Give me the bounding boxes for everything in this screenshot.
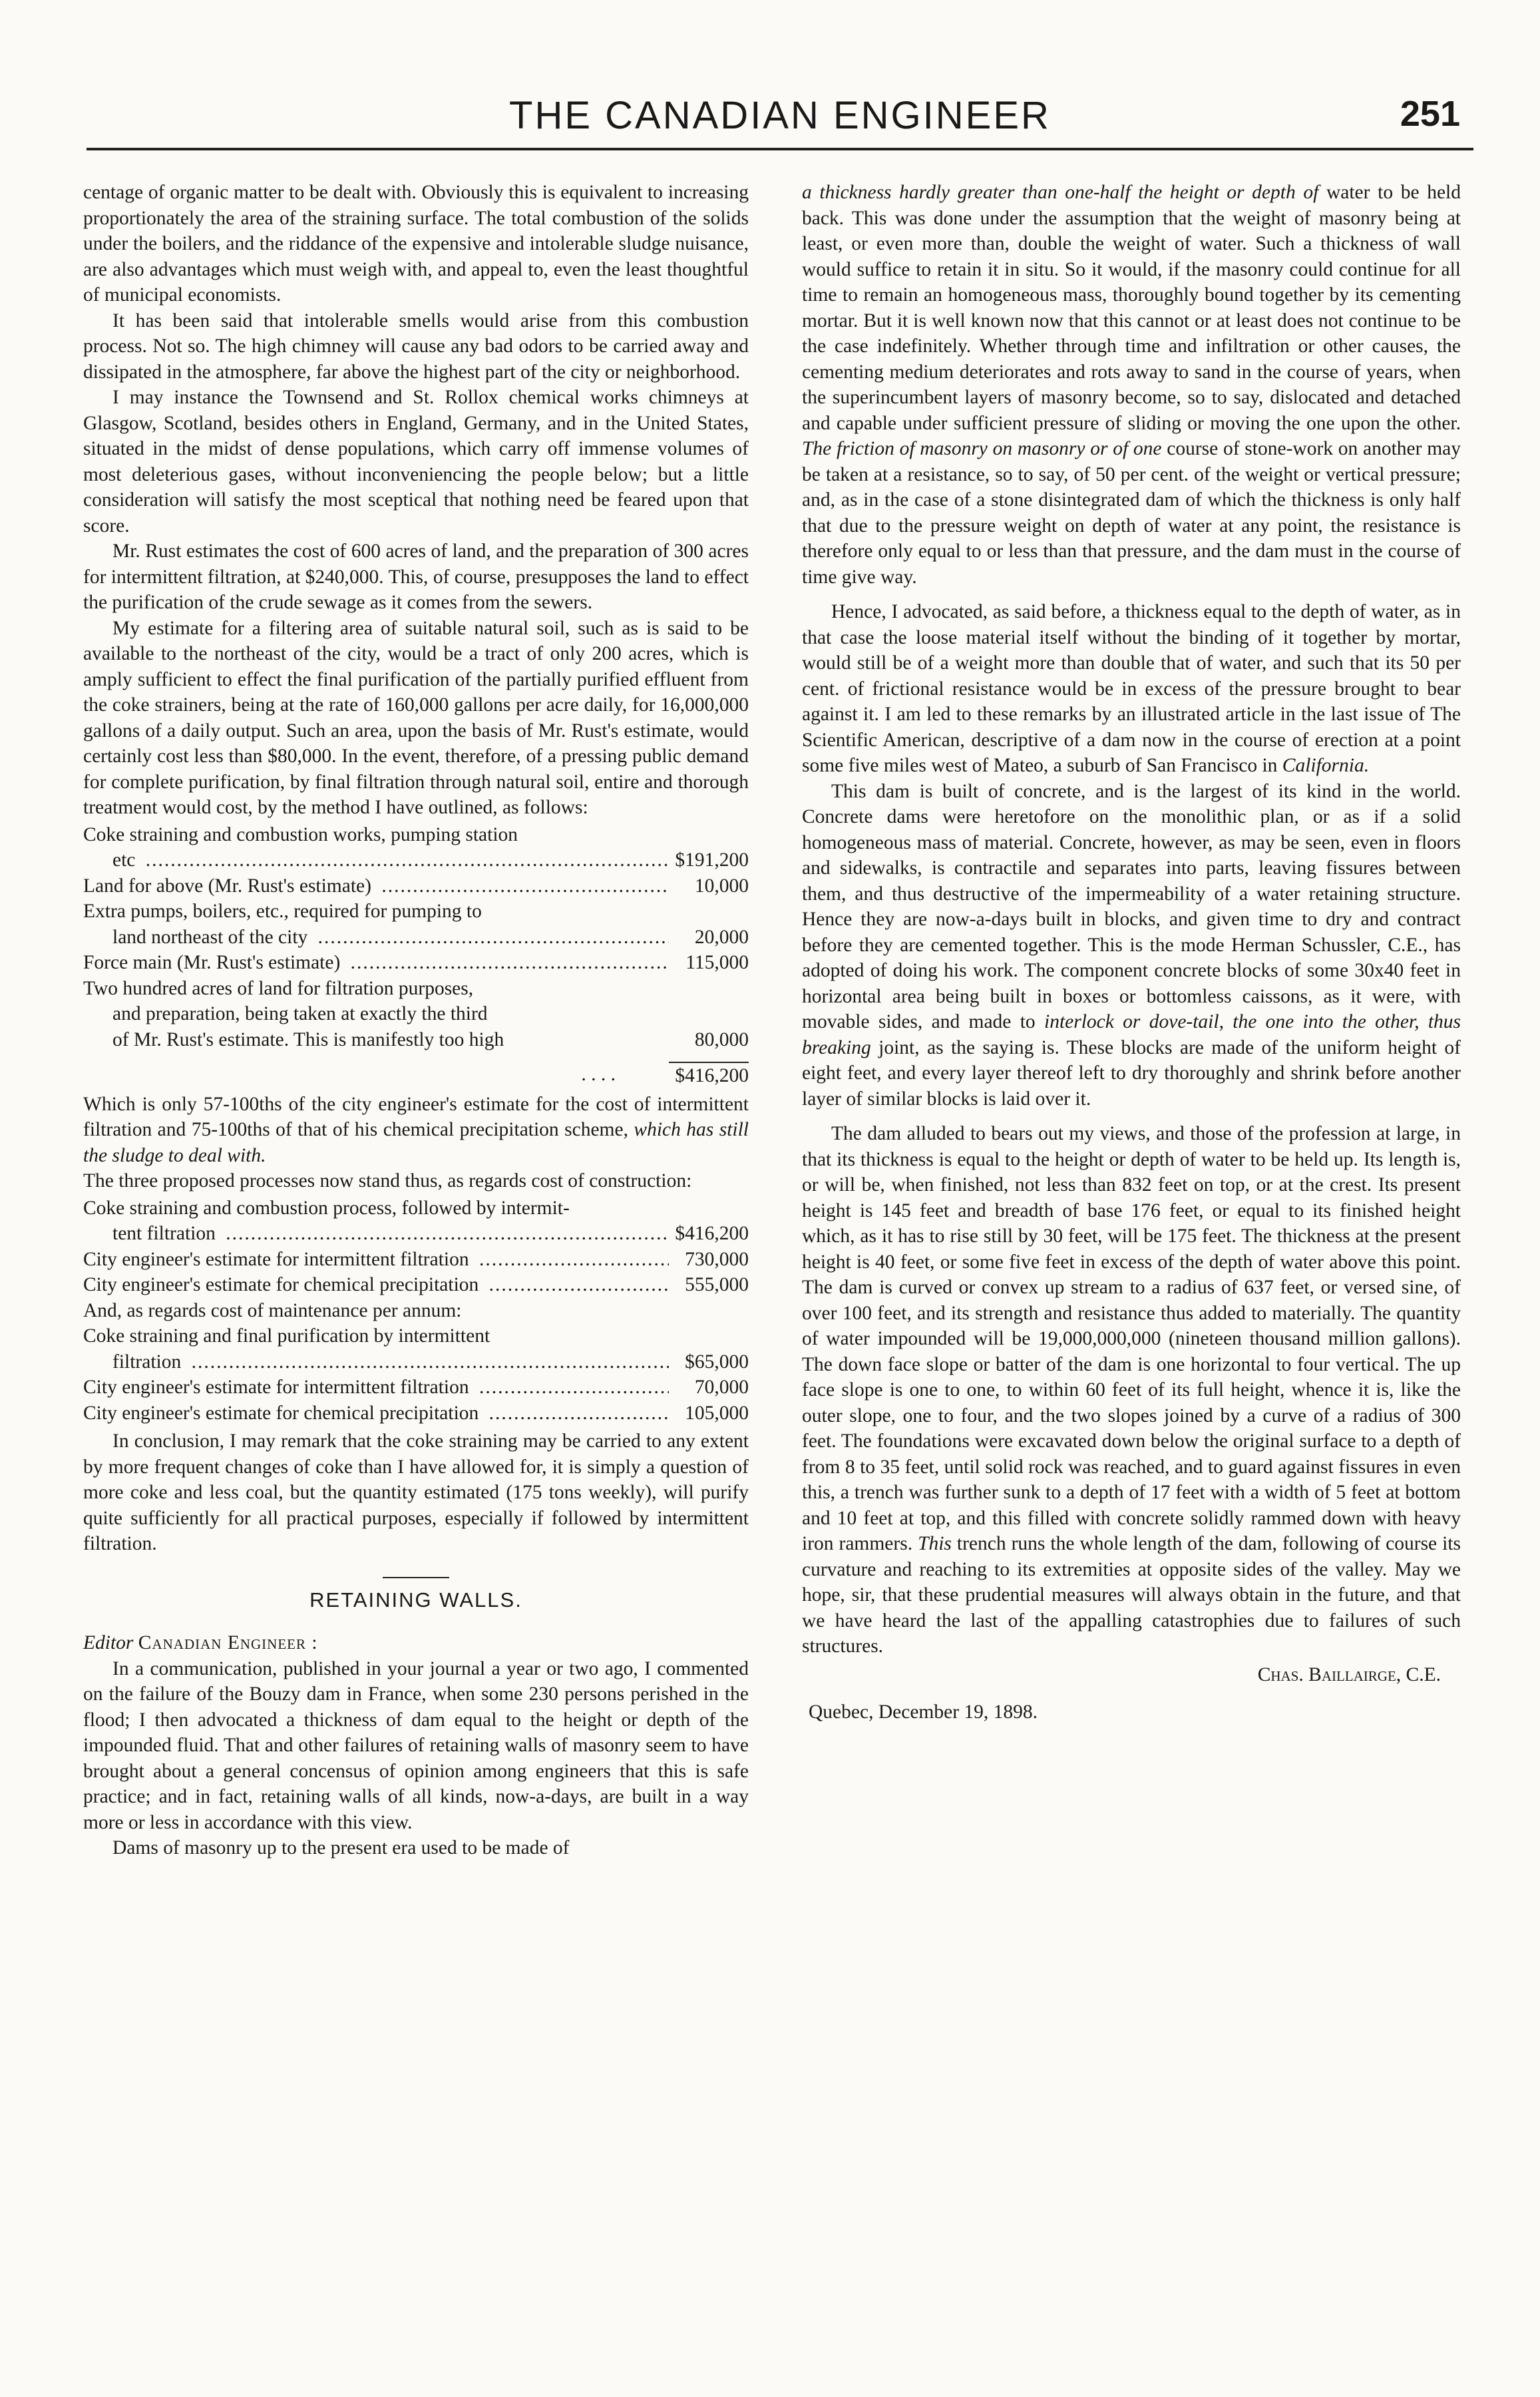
row-label: of Mr. Rust's estimate. This is manifestly too high xyxy=(112,1028,504,1050)
table-row xyxy=(83,822,749,848)
comparison-cost-table xyxy=(83,1196,749,1426)
row-label: filtration ..... xyxy=(83,1349,669,1375)
row-label: Force main (Mr. Rust's estimate) ..... xyxy=(83,950,669,976)
section-title: RETAINING WALLS. xyxy=(309,1588,522,1612)
paragraph: Mr. Rust estimates the cost of 600 acres of land, and the preparation of 300 acres for intermittent filtration, at $240,000. This, of course, presupposes the land to effect the purification of the crude sewage as it comes from the sewers. xyxy=(83,541,749,613)
left-column xyxy=(83,180,749,1861)
section-rule xyxy=(383,1577,449,1578)
row-label: Extra pumps, boilers, etc., required for pumping to xyxy=(83,901,482,922)
paragraph: This dam is built of concrete, and is the largest of its kind in the world. Concrete dams were heretofore on the monolithic plan, or as if a solid homogeneous mass of material. Concrete, however, as may be seen, even in floors and sidewalks, is contractile and separates into parts, leaving fissures between them, and thus destructive of the impermeability of a water retaining structure. Hence they are now-a-days built in blocks, and given time to dry and contract before they are cemented together. This is the mode Herman Schussler, C.E., has adopted of doing his work. The component concrete blocks of some 30x40 feet in horizontal area being built in boxes or bottomless caissons, as it were, with movable sides, and made to interlock or dove-tail, the one into the other, thus breaking joint, as the saying is. These blocks are made of the uniform height of eight feet, and every layer thereof left to dry thoroughly and shrink before another layer of similar blocks is laid over it. xyxy=(802,780,1461,1110)
row-amount: 555,000 xyxy=(685,1274,749,1295)
paragraph: Dams of masonry up to the present era used to be made of xyxy=(112,1837,570,1858)
table-row xyxy=(83,1027,749,1053)
signature: Chas. Baillairge, C.E. xyxy=(1257,1663,1441,1685)
row-label: etc ..... xyxy=(83,847,669,873)
right-column xyxy=(802,180,1461,1725)
row-label: City engineer's estimate for intermittent filtration ..... xyxy=(83,1247,669,1273)
row-amount: $416,200 xyxy=(675,1223,749,1244)
paragraph: Which is only 57-100ths of the city engineer's estimate for the cost of intermittent filtration and 75-100ths of that of his chemical precipitation scheme, which has still the sludge to deal with. xyxy=(83,1093,749,1166)
paragraph: The dam alluded to bears out my views, and those of the profession at large, in that its thickness is equal to the height or depth of water to be held up. Its length is, or will be, when finished, not less than 832 feet on top, or at the crest. Its present height is 145 feet and breadth of base 176 feet, or equal to its finished height which, as it has to rise still by 30 feet, will be 175 feet. The thickness at the present height is 40 feet, or some five feet in excess of the depth of water above this point. The dam is curved or convex up stream to a radius of 637 feet, or versed sine, of over 100 feet, and its strength and resistance thus added to materially. The quantity of water impounded will be 19,000,000,000 (nineteen thousand million gallons). The down face slope or batter of the dam is one horizontal to four vertical. The up face slope is one to one, to within 60 feet of its full height, whence it is, like the outer slope, one to four, and the two slopes joined by a curve of a radius of 300 feet. The foundations were excavated down below the original surface to a depth of from 8 to 35 feet, until solid rock was reached, and to guard against fissures in even this, a trench was further sunk to a depth of 17 feet with a width of 5 feet at bottom and 10 feet at top, and this filled with concrete solidly rammed down with heavy iron rammers. This trench runs the whole length of the dam, following of course its curvature and reaching to its extremities at opposite sides of the valley. May we hope, sir, that these prudential measures will always obtain in the future, and that we have heard the last of the appalling catastrophies due to failures of such structures. xyxy=(802,1123,1461,1657)
salutation: Editor Canadian Engineer : xyxy=(83,1632,318,1653)
row-amount: 20,000 xyxy=(694,926,749,948)
total-row xyxy=(83,1062,749,1089)
row-label: Coke straining and combustion works, pumping station xyxy=(83,823,518,845)
row-label: City engineer's estimate for chemical precipitation ..... xyxy=(83,1401,669,1426)
paragraph: In a communication, published in your journal a year or two ago, I commented on the failure of the Bouzy dam in France, when some 230 persons perished in the flood; I then advocated a thickness of dam equal to the height or depth of the impounded fluid. That and other failures of retaining walls of masonry seem to have brought about a general concensus of opinion among engineers that this is safe practice; and in fact, retaining walls of all kinds, now-a-days, are built in a way more or less in accordance with this view. xyxy=(83,1657,749,1833)
row-label: Coke straining and final purification by intermittent xyxy=(83,1325,490,1347)
table-row xyxy=(83,1221,749,1247)
paragraph: My estimate for a filtering area of suitable natural soil, such as is said to be available to the northeast of the city, would be a tract of only 200 acres, which is amply sufficient to effect the final purification of the partially purified effluent from the coke strainers, being at the rate of 160,000 gallons per acre daily, for 16,000,000 gallons of a daily output. Such an area, upon the basis of Mr. Rust's estimate, would certainly cost less than $80,000. In the event, therefore, of a pressing public demand for complete purification, by final filtration through natural soil, entire and thorough treatment would cost, by the method I have outlined, as follows: xyxy=(83,617,749,818)
row-label: City engineer's estimate for intermittent filtration ..... xyxy=(83,1375,669,1401)
paragraph: centage of organic matter to be dealt with. Obviously this is equivalent to increasing proportionately the area of the straining surface. The total combustion of the solids under the boilers, and the riddance of the expensive and intolerable sludge nuisance, are also advantages which must weigh with, and appeal to, even the least thoughtful of municipal economists. xyxy=(83,182,749,306)
table-row xyxy=(83,1298,749,1324)
row-label: Two hundred acres of land for filtration purposes, xyxy=(83,977,474,999)
dateline: Quebec, December 19, 1898. xyxy=(809,1701,1038,1723)
total-marks: . . . . xyxy=(581,1064,616,1085)
paragraph: Hence, I advocated, as said before, a thickness equal to the depth of water, as in that case the loose material itself without the binding of it together by mortar, would still be of a weight more than double that of water, and such that its 50 per cent. of frictional resistance would be in excess of the pressure brought to bear against it. I am led to these remarks by an illustrated article in the last issue of The Scientific American, descriptive of a dam now in the course of erection at a point some five miles west of Mateo, a suburb of San Francisco in California. xyxy=(802,601,1461,776)
row-label: City engineer's estimate for chemical precipitation ..... xyxy=(83,1272,669,1298)
table-row xyxy=(83,847,749,873)
row-amount: 70,000 xyxy=(694,1377,749,1398)
paragraph: a thickness hardly greater than one-half the height or depth of water to be held back. This was done under the assumption that the weight of masonry being at least, or even more than, double the weight of water. Such a thickness of wall would suffice to retain it in situ. So it would, if the masonry could continue for all time to remain an homogeneous mass, thoroughly bound together by its cementing mortar. But it is well known now that this cannot or at least does not continue to be the case indefinitely. Whether through time and infiltration or other causes, the cementing medium deteriorates and rots away to sand in the course of years, when the superincumbent layers of masonry become, so to say, dislocated and detached and capable under sufficient pressure of sliding or moving the one upon the other. The friction of masonry on masonry or of one course of stone-work on another may be taken at a resistance, so to say, of 50 per cent. of the weight or vertical pressure; and, as in the case of a stone disintegrated dam of which the thickness is only half that due to the pressure weight on depth of water at any point, the resistance is therefore only equal to or less than that pressure, and the dam must in the course of time give way. xyxy=(802,182,1461,588)
table-row xyxy=(83,1349,749,1375)
table-row xyxy=(83,1323,749,1349)
row-label: and preparation, being taken at exactly the third xyxy=(112,1003,488,1024)
paragraph: In conclusion, I may remark that the coke straining may be carried to any extent by more frequent changes of coke than I have allowed for, it is simply a question of more coke and less coal, but the quantity estimated (175 tons weekly), will purify quite sufficiently for all practical purposes, especially if followed by intermittent filtration. xyxy=(83,1430,749,1554)
row-amount: $65,000 xyxy=(685,1351,749,1373)
table-row xyxy=(83,1375,749,1401)
row-label: tent filtration ..... xyxy=(83,1221,669,1247)
row-label: land northeast of the city ..... xyxy=(83,925,669,951)
table-row xyxy=(83,1196,749,1221)
table-row xyxy=(83,1272,749,1298)
row-amount: 105,000 xyxy=(685,1402,749,1424)
paragraph: It has been said that intolerable smells would arise from this combustion process. Not so. The high chimney will cause any bad odors to be carried away and dissipated in the atmosphere, far above the highest part of the city or neighborhood. xyxy=(83,310,749,383)
row-amount: 730,000 xyxy=(685,1248,749,1270)
row-label: Land for above (Mr. Rust's estimate) ..... xyxy=(83,873,669,899)
row-label: Coke straining and combustion process, followed by intermit- xyxy=(83,1197,570,1219)
row-amount: 10,000 xyxy=(694,875,749,897)
page-number: 251 xyxy=(1400,94,1460,134)
header-rule xyxy=(87,148,1473,150)
row-label: And, as regards cost of maintenance per annum: xyxy=(83,1299,462,1321)
row-amount: $191,200 xyxy=(675,849,749,871)
construction-cost-table xyxy=(83,822,749,1089)
total-amount: $416,200 xyxy=(669,1062,749,1089)
table-row xyxy=(83,873,749,899)
table-row xyxy=(83,899,749,925)
row-amount: 115,000 xyxy=(685,952,749,973)
table-row xyxy=(83,950,749,976)
page-header xyxy=(87,93,1473,146)
table-row xyxy=(83,1247,749,1273)
table-row xyxy=(83,1001,749,1027)
table-row xyxy=(83,976,749,1002)
table-row xyxy=(83,925,749,951)
paragraph: I may instance the Townsend and St. Rollox chemical works chimneys at Glasgow, Scotland, besides others in England, Germany, and in the United States, situated in the midst of dense populations, which carry off immense volumes of most deleterious gases, without inconveniencing the people below; but a little consideration will satisfy the most sceptical that nothing need be feared upon that score. xyxy=(83,387,749,537)
row-amount: 80,000 xyxy=(694,1028,749,1050)
paragraph: The three proposed processes now stand thus, as regards cost of construction: xyxy=(83,1170,692,1192)
journal-title: THE CANADIAN ENGINEER xyxy=(509,94,1051,137)
table-row xyxy=(83,1401,749,1426)
